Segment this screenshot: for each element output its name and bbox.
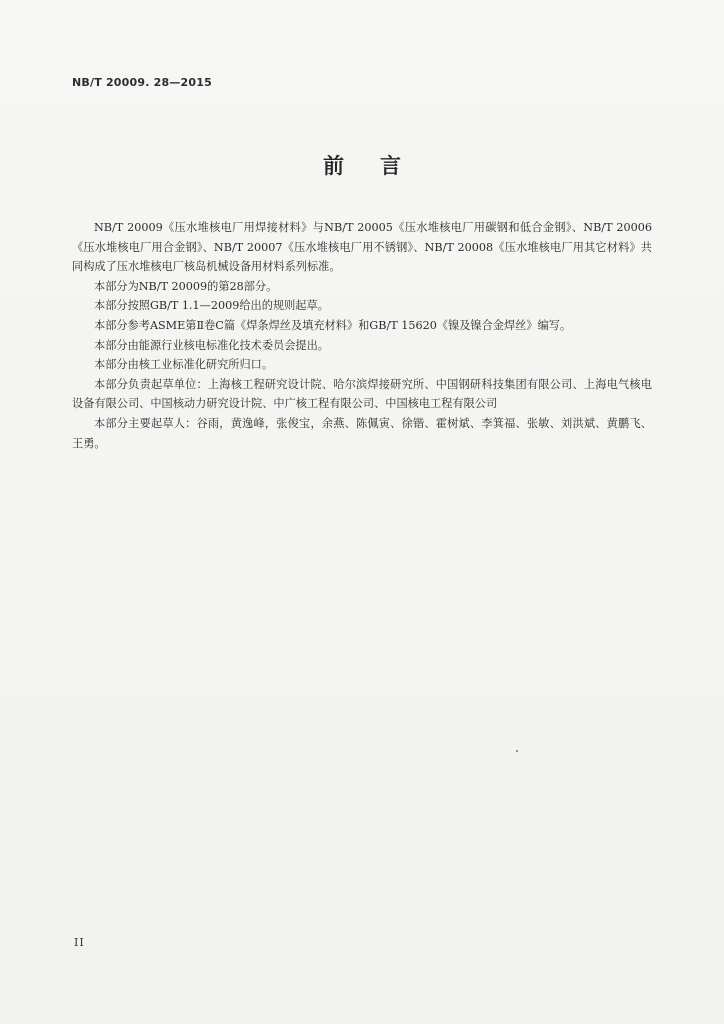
page-title: 前言 xyxy=(323,154,437,178)
paragraph-composition: NB/T 20009《压水堆核电厂用焊接材料》与NB/T 20005《压水堆核电厂用碳钢和低合金钢》、NB/T 20006《压水堆核电厂用合金钢》、NB/T 20007《压水堆核电厂用不锈钢》、NB/T 20008《压水堆核电厂用其它材料》共同构成了压水堆核电厂核岛机械设备用材料系列标准。 xyxy=(72,221,652,274)
paragraph-proposer: 本部分由能源行业核电标准化技术委员会提出。 xyxy=(94,338,329,352)
page-number: II xyxy=(74,936,85,949)
paragraph-part-number: 本部分为NB/T 20009的第28部分。 xyxy=(94,279,278,293)
paragraph-centralized-by: 本部分由核工业标准化研究所归口。 xyxy=(94,358,274,372)
paragraph-drafting-rules: 本部分按照GB/T 1.1—2009给出的规则起草。 xyxy=(94,299,329,313)
document-code: NB/T 20009. 28—2015 xyxy=(72,76,212,89)
paragraph-drafting-units: 本部分负责起草单位：上海核工程研究设计院、哈尔滨焊接研究所、中国钢研科技集团有限公司、上海电气核电设备有限公司、中国核动力研究设计院、中广核工程有限公司、中国核电工程有限公司 xyxy=(72,377,652,411)
scan-speck xyxy=(516,750,518,752)
foreword-body xyxy=(72,218,652,453)
paragraph-references: 本部分参考ASME第Ⅱ卷C篇《焊条焊丝及填充材料》和GB/T 15620《镍及镍合金焊丝》编写。 xyxy=(94,318,572,332)
paragraph-drafters: 本部分主要起草人：谷雨，黄逸峰，张俊宝，余燕、陈佩寅、徐锴、霍树斌、李箕福、张敏、刘洪斌、黄鹏飞、王勇。 xyxy=(72,416,652,450)
